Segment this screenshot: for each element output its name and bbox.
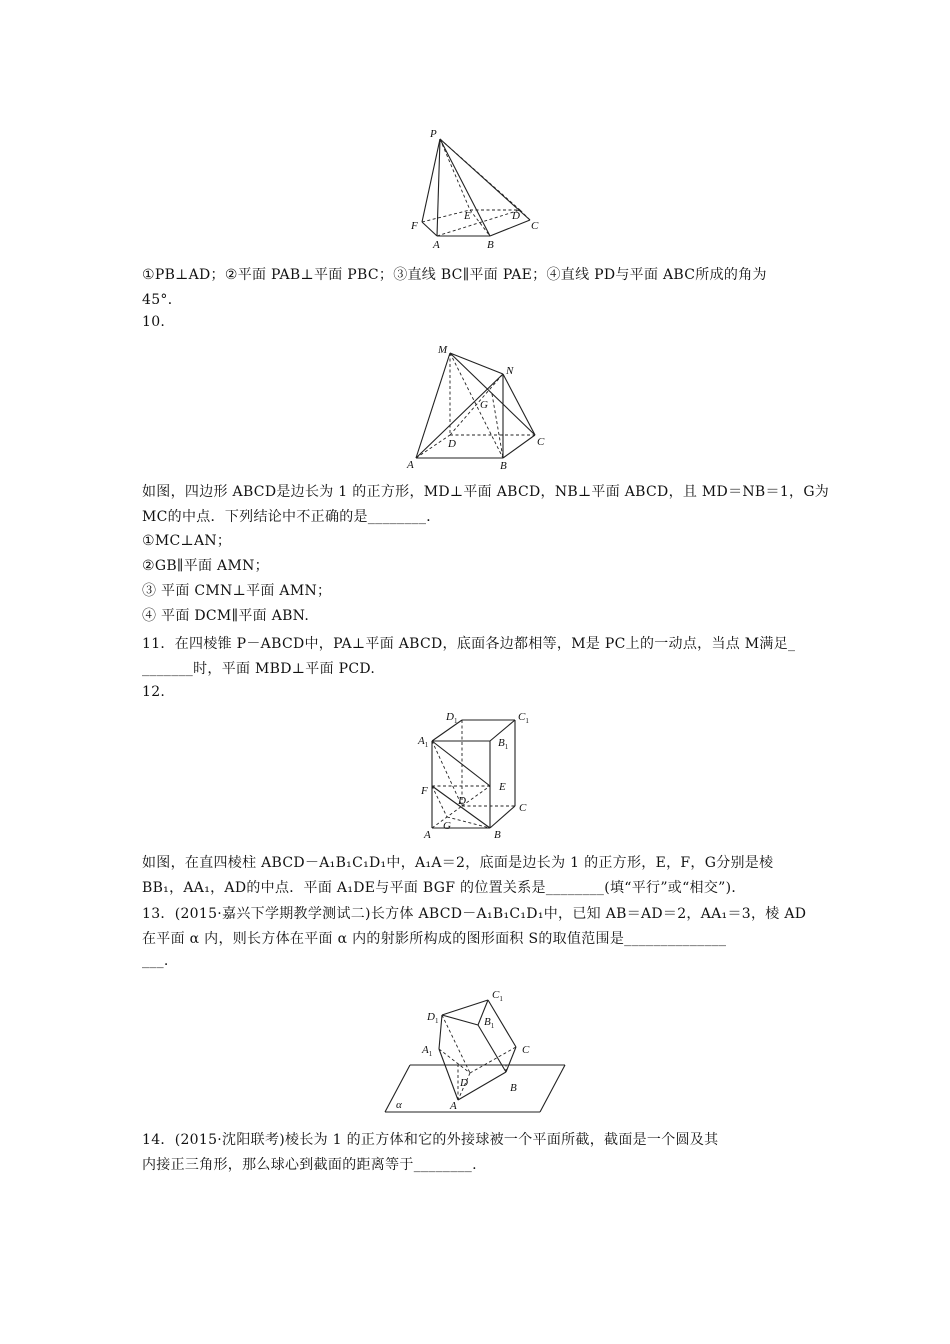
label-A1: $A_1$ [422,1044,433,1058]
label-A: A [450,1100,457,1112]
label-F: F [421,785,428,797]
label-D1: $D_1$ [446,711,458,725]
q12-number: 12. [142,684,166,700]
label-D: D [448,438,456,450]
label-A: A [407,459,414,470]
q10-text-line1: 如图，四边形 ABCD是边长为 1 的正方形，MD⊥平面 ABCD，NB⊥平面 ABCD，且 MD＝NB＝1，G为 [142,484,830,500]
q10-option-3: ③ 平面 CMN⊥平面 AMN； [142,583,332,599]
label-N: N [506,365,514,377]
label-C1: $C_1$ [518,711,529,725]
label-B1: $B_1$ [484,1016,495,1030]
label-P: P [430,128,437,140]
label-M: M [438,344,448,356]
q10-number: 10. [142,314,166,330]
label-G: G [443,820,451,832]
q11-line2: _______时，平面 MBD⊥平面 PCD. [142,661,376,677]
label-D1: $D_1$ [427,1011,439,1025]
label-B1: $B_1$ [498,737,509,751]
label-A: A [424,829,431,841]
q14-line1: 14．(2015·沈阳联考)棱长为 1 的正方体和它的外接球被一个平面所截，截面是一个圆及其 [142,1132,719,1148]
label-C: C [537,436,545,448]
q13-line3: ___. [142,953,169,969]
label-F: F [411,220,418,232]
label-B: B [510,1082,517,1094]
label-A: A [433,239,440,251]
label-B: B [487,239,494,251]
q12-line1: 如图，在直四棱柱 ABCD－A₁B₁C₁D₁中，A₁A＝2，底面是边长为 1 的正方形，E，F，G分别是棱 [142,855,774,871]
label-A1: $A_1$ [418,735,429,749]
q11-line1: 11．在四棱锥 P－ABCD中，PA⊥平面 ABCD，底面各边都相等，M是 PC上的一动点，当点 M满足_ [142,636,796,652]
label-D: D [512,210,520,222]
q10-figure [400,340,560,470]
label-D: D [458,795,466,807]
label-E: E [499,781,506,793]
label-C: C [519,802,527,814]
label-B: B [500,460,507,470]
label-D: D [460,1077,468,1089]
prism-figure [415,708,545,848]
q14-line2: 内接正三角形，那么球心到截面的距离等于________. [142,1157,477,1173]
q10-option-2: ②GB∥平面 AMN； [142,558,269,574]
label-G: G [480,399,488,411]
label-C: C [531,220,539,232]
q12-line2: BB₁，AA₁，AD的中点．平面 A₁DE与平面 BGF 的位置关系是________(填“平行”或“相交”)． [142,880,746,896]
q13-line1: 13．(2015·嘉兴下学期教学测试二)长方体 ABCD－A₁B₁C₁D₁中，已知 AB＝AD＝2，AA₁＝3，棱 AD [142,906,807,922]
label-alpha: α [396,1099,402,1111]
q10-text-line2: MC的中点．下列结论中不正确的是________． [142,509,441,525]
label-C1: $C_1$ [492,989,503,1003]
q10-option-1: ①MC⊥AN； [142,533,232,549]
q9-options-line2: 45°． [142,292,183,308]
label-C: C [522,1044,530,1056]
q13-line2: 在平面 α 内，则长方体在平面 α 内的射影所构成的图形面积 S的取值范围是______________ [142,931,727,947]
label-B: B [494,829,501,841]
q9-options-line1: ①PB⊥AD；②平面 PAB⊥平面 PBC；③直线 BC∥平面 PAE；④直线 PD与平面 ABC所成的角为 [142,267,767,283]
q10-option-4: ④ 平面 DCM∥平面 ABN. [142,608,310,624]
label-E: E [464,210,471,222]
pyramid-figure [400,125,560,255]
box-on-plane-figure [380,985,580,1115]
